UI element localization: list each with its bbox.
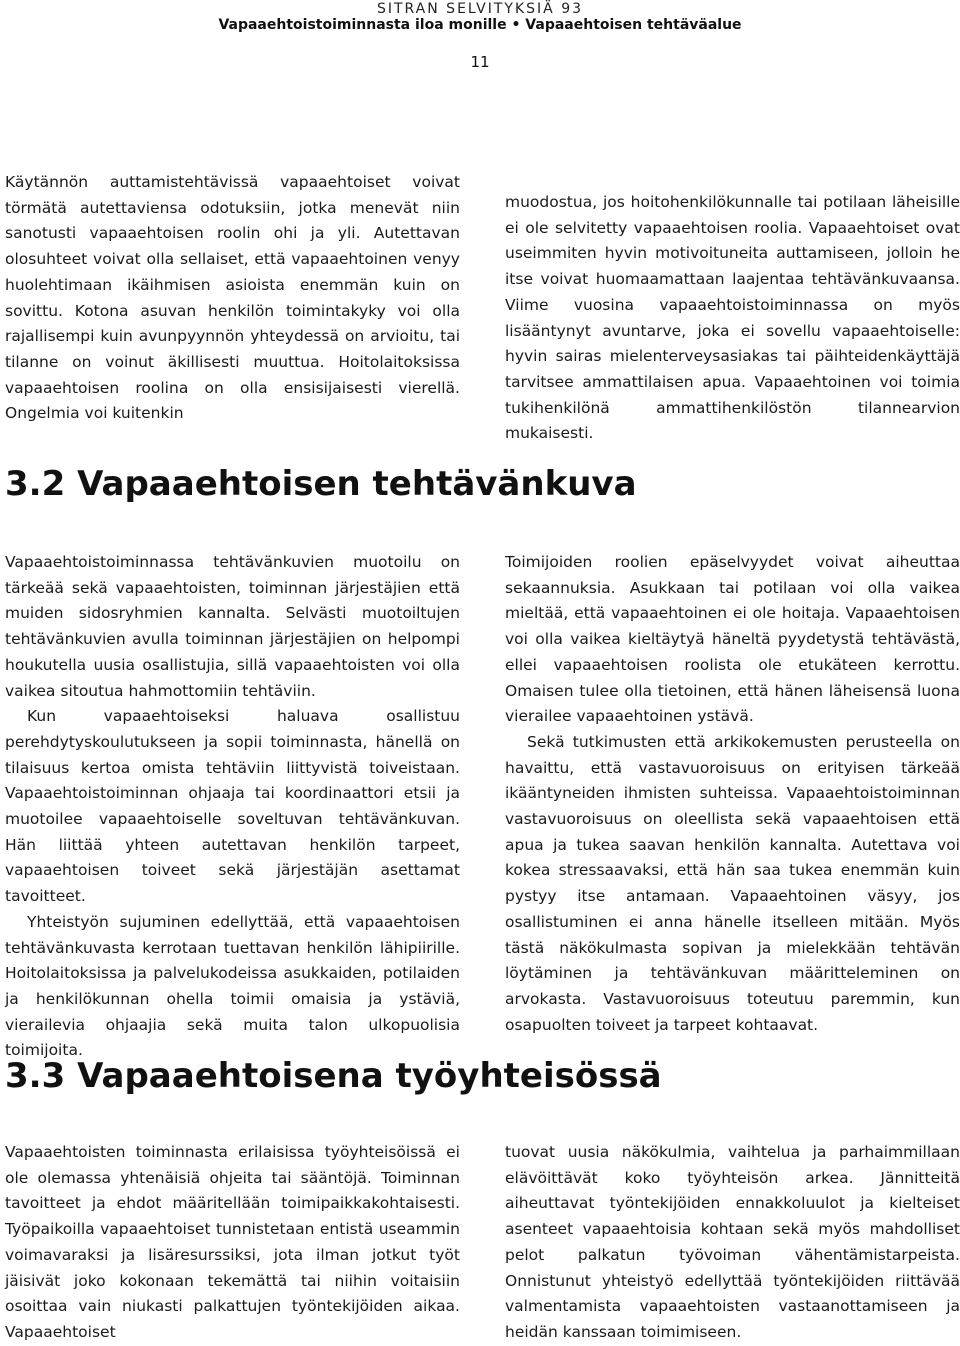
paragraph: Toimijoiden roolien epäselvyydet voivat aiheuttaa sekaannuksia. Asukkaan tai potilaan voi olla vaikea mieltää, että vapaaehtoinen ei ole hoitaja. Vapaaehtoisen voi olla vaikea kieltäytyä häneltä pyydetystä tehtävästä, ellei vapaaehtoisen roolista ole etukäteen kerrottu. Omaisen tulee olla tietoinen, että hänen läheisensä luona vierailee vapaaehtoinen ystävä. [505, 553, 960, 726]
section-heading-3-3: 3.3 Vapaaehtoisena työyhteisössä [5, 1056, 662, 1096]
paragraph: Sekä tutkimusten että arkikokemusten perusteella on havaittu, että vastavuoroisuus on erityisen tärkeää ikääntyneiden ihmisten suhteissa. Vapaaehtoistoiminnan vastavuoroisuus on oleellista sekä vapaaehtoisen että apua ja tukea saavan henkilön kannalta. Autettava voi kokea stressaavaksi, että hän saa tukea enemmän kuin pystyy itse antamaan. Vapaaehtoinen väsyy, jos osallistuminen ei anna hänelle itselleen mitään. Myös tästä näkökulmasta sopivan ja mielekkään tehtävän löytäminen ja tehtävänkuvan määritteleminen on arvokasta. Vastavuoroisuus toteutuu paremmin, kun osapuolten toiveet ja tarpeet kohtaavat. [505, 732, 960, 1034]
intro-right-column [505, 190, 960, 447]
running-header: Vapaaehtoistoiminnasta iloa monille • Vapaaehtoisen tehtäväalue [218, 17, 742, 33]
paragraph: Vapaaehtoisten toiminnasta erilaisissa työyhteisöissä ei ole olemassa yhtenäisiä ohjeita tai sääntöjä. Toiminnan tavoitteet ja ehdot määritellään toimipaikkakohtaisesti. Työpaikoilla vapaaehtoiset tunnistetaan entistä useammin voimavaraksi ja lisäresurssiksi, jota ilman jotkut työt jäisivät joko kokonaan tekemättä tai niihin voitaisiin osoittaa vain niukasti palkattujen työntekijöiden aikaa. Vapaaehtoiset [5, 1143, 460, 1341]
publication-series: SITRAN SELVITYKSIÄ 93 [376, 1, 584, 17]
intro-left-column [5, 170, 460, 427]
intro-left-paragraph: Käytännön auttamistehtävissä vapaaehtoiset voivat törmätä autettaviensa odotuksiin, jotka menevät niin sanotusti vapaaehtoisen roolin ohi ja yli. Autettavan olosuhteet voivat olla sellaiset, että vapaaehtoinen venyy huolehtimaan ikäihmisen asioista enemmän kuin on sovittu. Kotona asuvan henkilön toimintakyky voi olla rajallisempi kuin avunpyynnön yhteydessä on arvioitu, tai tilanne on voinut äkillisesti muuttua. Hoitolaitoksissa vapaaehtoisen roolina on olla ensisijaisesti vierellä. Ongelmia voi kuitenkin [5, 173, 460, 423]
section-heading-3-2: 3.2 Vapaaehtoisen tehtävänkuva [5, 464, 637, 504]
section-3-3-right-column [505, 1140, 960, 1346]
section-3-3-left-column [5, 1140, 460, 1346]
paragraph: Kun vapaaehtoiseksi haluava osallistuu perehdytyskoulutukseen ja sopii toiminnasta, hänellä on tilaisuus kertoa omista tehtäviin liittyvistä toiveistaan. Vapaaehtoistoiminnan ohjaaja tai koordinaattori etsii ja muotoilee vapaaehtoiselle soveltuvan tehtävänkuvan. Hän liittää yhteen autettavan henkilön tarpeet, vapaaehtoisen toiveet sekä järjestäjän asettamat tavoitteet. [5, 707, 460, 906]
paragraph: tuovat uusia näkökulmia, vaihtelua ja parhaimmillaan elävöittävät koko työyhteisön arkea. Jännitteitä aiheuttavat työntekijöiden ennakkoluulot ja kielteiset asenteet vapaaehtoisia kohtaan sekä myös mahdolliset pelot palkatun työvoiman vähentämistarpeista. Onnistunut yhteistyö edellyttää työntekijöiden riittävää valmentamista vapaaehtoisten vastaanottamiseen ja heidän kanssaan toimimiseen. [505, 1143, 960, 1341]
paragraph: Vapaaehtoistoiminnassa tehtävänkuvien muotoilu on tärkeää sekä vapaaehtoisten, toiminnan järjestäjien että muiden sidosryhmien kannalta. Selvästi muotoiltujen tehtävänkuvien avulla toiminnan järjestäjien on helpompi houkutella uusia osallistujia, sillä vapaaehtoisten voi olla vaikea sitoutua hahmottomiin tehtäviin. [5, 553, 460, 700]
paragraph: Yhteistyön sujuminen edellyttää, että vapaaehtoisen tehtävänkuvasta kerrotaan tuettavan henkilön lähipiirille. Hoitolaitoksissa ja palvelukodeissa asukkaiden, potilaiden ja henkilökunnan ohella toimii omaisia ja ystäviä, vierailevia ohjaajia sekä muita talon ulkopuolisia toimijoita. [5, 912, 460, 1060]
intro-right-paragraph: muodostua, jos hoitohenkilökunnalle tai potilaan läheisille ei ole selvitetty vapaaehtoisen roolia. Vapaaehtoiset ovat useimmiten hyvin motivoituneita auttamiseen, jolloin he itse voivat huomaamattaan laajentaa tehtävänkuvaansa. Viime vuosina vapaaehtoistoiminnassa on myös lisääntynyt avuntarve, joka ei sovellu vapaaehtoiselle: hyvin sairas mielenterveysasiakas tai päihteidenkäyttäjä tarvitsee ammattilaisen apua. Vapaaehtoinen voi toimia tukihenkilönä ammattihenkilöstön tilannearvion mukaisesti. [505, 193, 960, 443]
section-3-2-right-column [505, 550, 960, 1038]
section-3-2-left-column [5, 550, 460, 1064]
page-number: 11 [470, 53, 490, 71]
